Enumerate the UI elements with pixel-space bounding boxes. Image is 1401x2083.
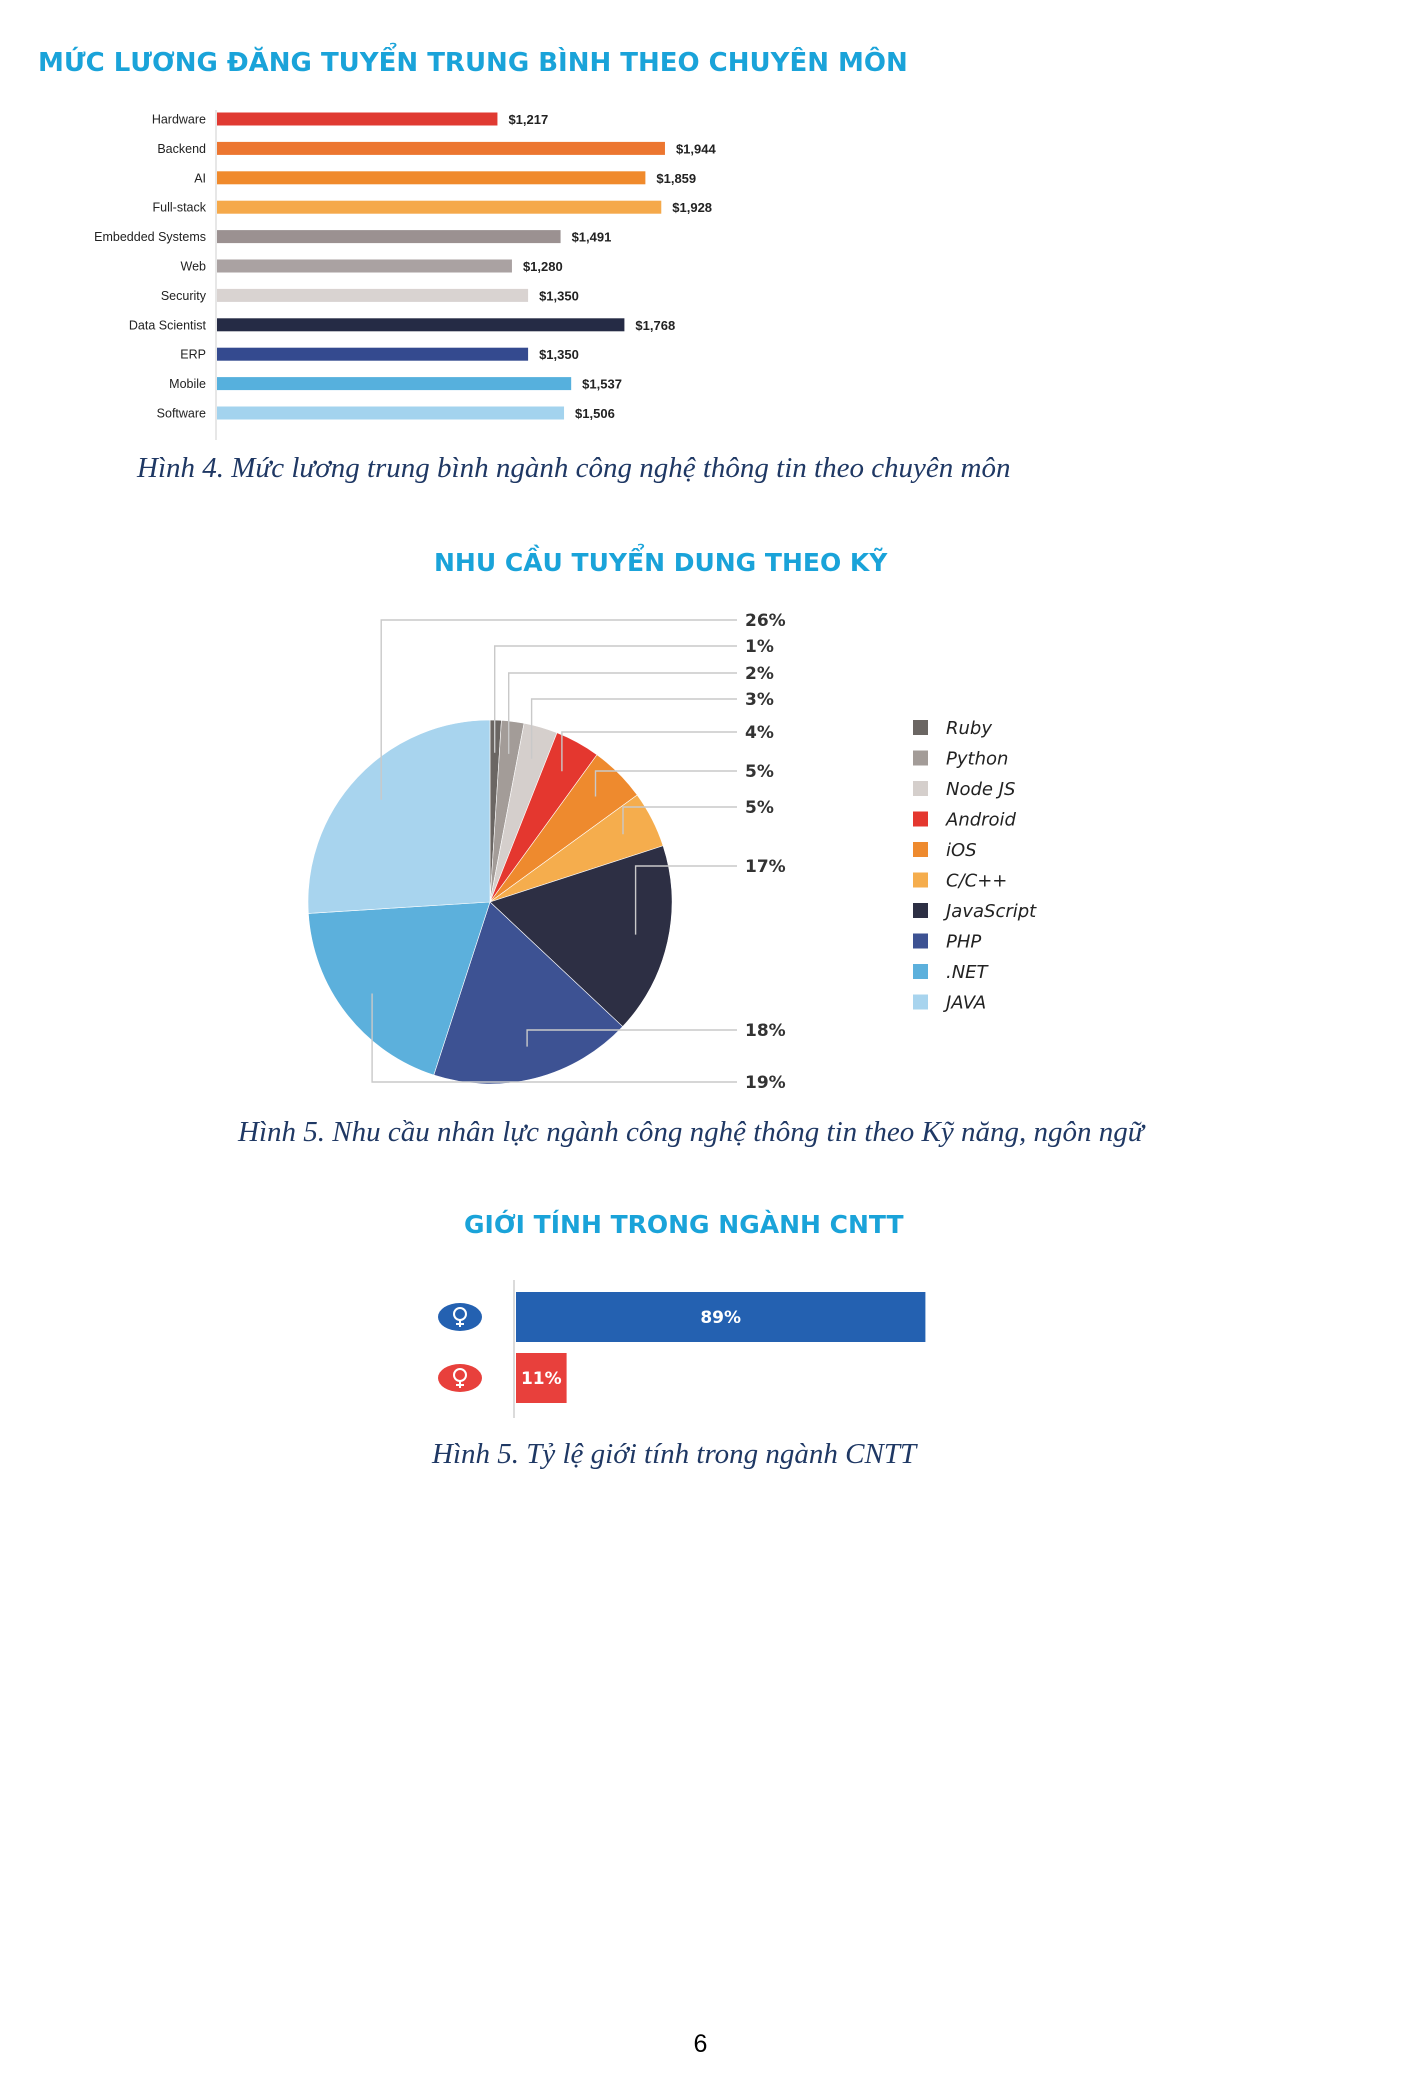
legend-label: Node JS [946,779,1016,800]
legend-label: C/C++ [946,870,1008,892]
salary-value-label: $1,537 [582,376,622,392]
legend-label: iOS [946,840,977,861]
salary-category-label: Full-stack [152,200,206,215]
salary-value-label: $1,928 [672,200,713,216]
skills-chart-title: NHU CẦU TUYỂN DUNG THEO KỸ [434,548,888,577]
salary-bar [217,201,661,214]
page-number: 6 [693,2030,708,2058]
salary-value-label: $1,768 [635,317,676,333]
pie-percent-label: 2% [745,664,774,684]
female-icon [438,1364,482,1392]
salary-bar [217,289,528,302]
salary-value-label: $1,350 [539,347,579,363]
salary-value-label: $1,506 [575,406,615,421]
salary-category-label: Data Scientist [128,318,206,333]
legend-swatch [913,720,928,735]
skills-pie-chart [290,611,1110,1100]
legend-swatch [913,903,928,918]
salary-bar [217,407,564,420]
legend-swatch [913,781,928,796]
pie-percent-label: 4% [745,723,774,743]
legend-swatch [913,934,928,949]
salary-bar [217,142,665,155]
salary-caption: Hình 4. Mức lương trung bình ngành công nghệ thông tin theo chuyên môn [137,452,1011,484]
salary-category-label: Backend [157,141,206,156]
salary-value-label: $1,944 [675,141,716,157]
salary-category-label: Mobile [169,377,206,392]
pie-percent-label: 26% [745,611,786,631]
pie-percent-label: 5% [745,762,774,782]
salary-bar [217,230,561,243]
salary-category-label: Web [180,259,206,274]
legend-label: Python [946,748,1009,770]
salary-value-label: $1,217 [508,112,549,127]
salary-bar-chart [60,110,760,440]
skills-caption: Hình 5. Nhu cầu nhân lực ngành công nghệ thông tin theo Kỹ năng, ngôn ngữ [238,1116,1144,1148]
salary-bar [217,377,571,390]
legend-swatch [913,964,928,979]
salary-chart-title: MỨC LƯƠNG ĐĂNG TUYỂN TRUNG BÌNH THEO CHUYÊN MÔN [38,48,908,78]
gender-value-label: 11% [520,1369,562,1389]
gender-value-label: 89% [700,1308,742,1328]
salary-value-label: $1,491 [571,229,612,245]
salary-bar [217,318,624,331]
salary-category-label: Hardware [151,112,206,127]
gender-caption: Hình 5. Tỷ lệ giới tính trong ngành CNTT [432,1438,917,1470]
legend-swatch [913,873,928,888]
salary-category-label: Security [160,288,206,303]
salary-category-label: Software [156,406,206,421]
gender-bar-chart [440,1280,960,1420]
pie-percent-label: 19% [745,1073,786,1093]
salary-category-label: Embedded Systems [94,230,206,245]
legend-label: Ruby [946,718,992,739]
salary-value-label: $1,280 [522,259,563,274]
legend-swatch [913,995,928,1010]
legend-swatch [913,751,928,766]
salary-category-label: ERP [180,347,206,362]
salary-bar [217,171,645,184]
legend-label: Android [946,809,1016,831]
gender-chart-title: GIỚI TÍNH TRONG NGÀNH CNTT [464,1210,904,1239]
legend-label: PHP [946,931,982,953]
legend-label: .NET [946,962,988,983]
salary-value-label: $1,350 [539,288,579,304]
legend-swatch [913,842,928,857]
salary-bar [217,260,512,273]
pie-percent-label: 5% [745,798,774,818]
male-icon [438,1303,482,1331]
salary-category-label: AI [194,171,206,186]
pie-percent-label: 18% [745,1021,786,1041]
pie-slice [308,720,490,913]
legend-label: JAVA [946,992,987,1014]
legend-swatch [913,812,928,827]
pie-percent-label: 3% [745,690,774,710]
pie-percent-label: 1% [745,637,774,657]
pie-percent-label: 17% [745,857,786,877]
salary-value-label: $1,859 [656,170,697,186]
salary-bar [217,113,497,126]
salary-bar [217,348,528,361]
legend-label: JavaScript [946,901,1037,922]
